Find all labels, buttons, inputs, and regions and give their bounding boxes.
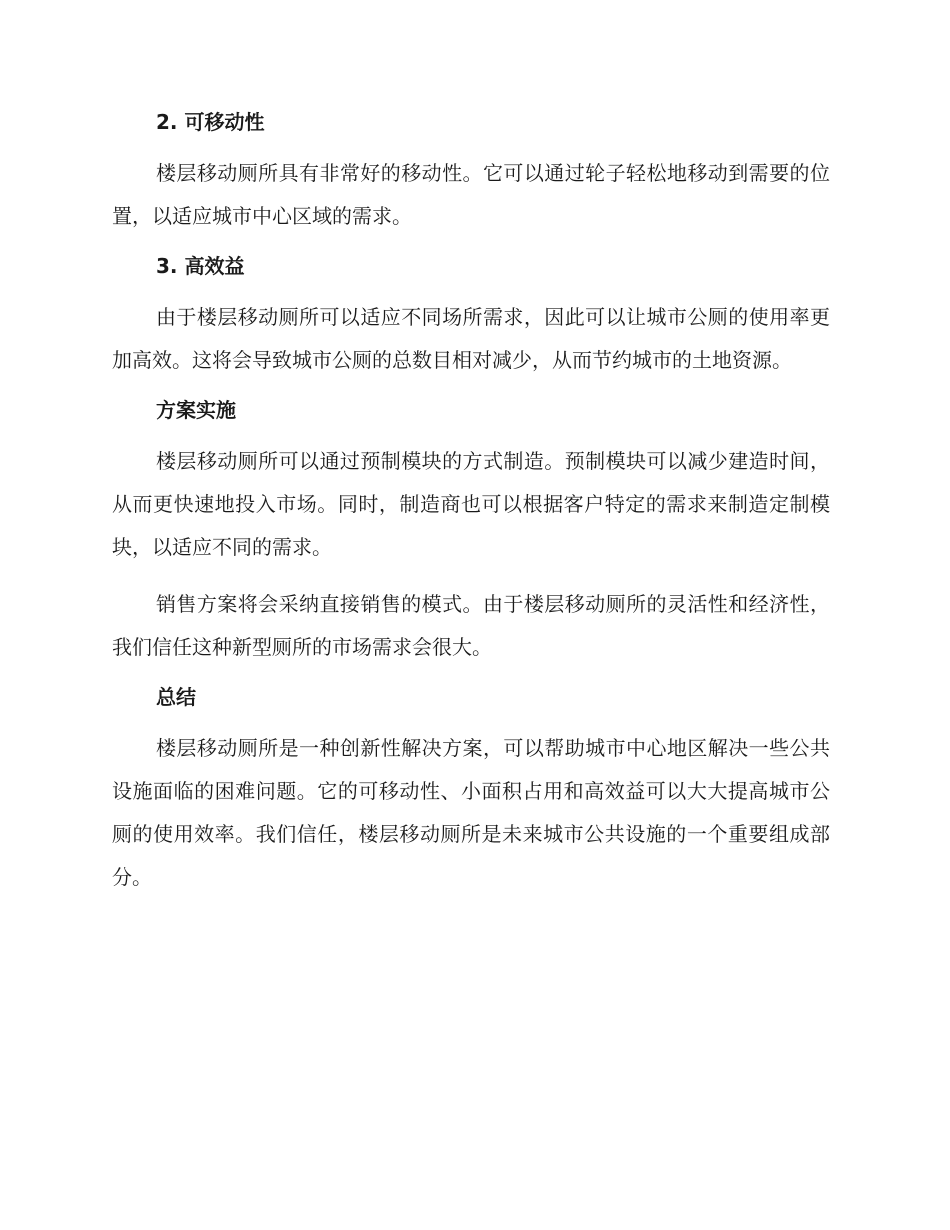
document-page [112, 108, 830, 899]
paragraph-summary: 楼层移动厕所是一种创新性解决方案，可以帮助城市中心地区解决一些公共设施面临的困难问题。它的可移动性、小面积占用和高效益可以大大提高城市公厕的使用效率。我们信任，楼层移动厕所是未来城市公共设施的一个重要组成部分。 [112, 736, 830, 889]
paragraph-implementation-sales: 销售方案将会采纳直接销售的模式。由于楼层移动厕所的灵活性和经济性，我们信任这种新型厕所的市场需求会很大。 [112, 592, 830, 659]
section-heading-mobility: 2. 可移动性 [156, 110, 265, 134]
paragraph-implementation-manufacturing: 楼层移动厕所可以通过预制模块的方式制造。预制模块可以减少建造时间，从而更快速地投入市场。同时，制造商也可以根据客户特定的需求来制造定制模块，以适应不同的需求。 [112, 449, 830, 559]
paragraph-efficiency: 由于楼层移动厕所可以适应不同场所需求，因此可以让城市公厕的使用率更加高效。这将会导致城市公厕的总数目相对减少，从而节约城市的土地资源。 [112, 305, 830, 372]
paragraph-mobility: 楼层移动厕所具有非常好的移动性。它可以通过轮子轻松地移动到需要的位置，以适应城市中心区域的需求。 [112, 161, 830, 228]
section-heading-implementation: 方案实施 [156, 398, 236, 422]
section-heading-summary: 总结 [156, 685, 196, 709]
section-heading-efficiency: 3. 高效益 [156, 254, 245, 278]
